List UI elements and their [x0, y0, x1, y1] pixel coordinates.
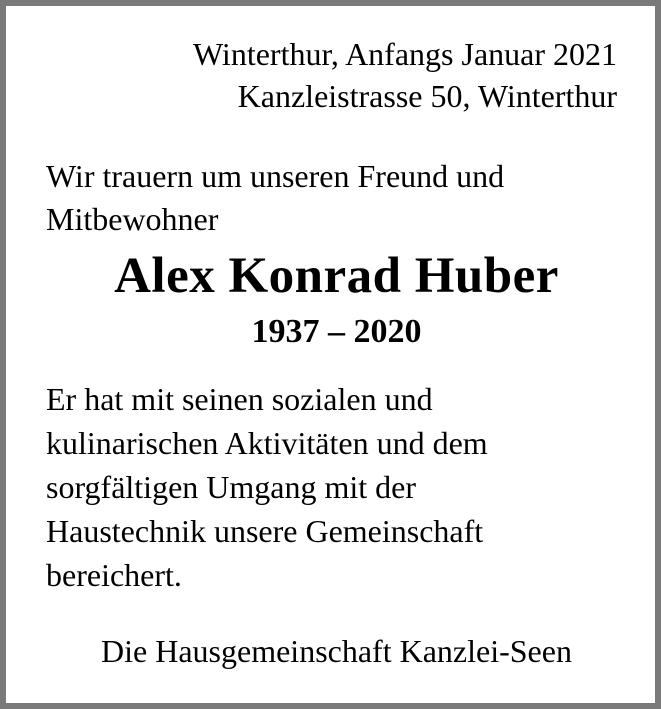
intro-line-1: Wir trauern um unseren Freund und — [46, 158, 505, 194]
signature: Die Hausgemeinschaft Kanzlei-Seen — [101, 633, 572, 669]
tribute-line-5: bereichert. — [46, 557, 182, 593]
deceased-name: Alex Konrad Huber — [114, 248, 559, 304]
intro-line-2: Mitbewohner — [46, 201, 219, 237]
address: Kanzleistrasse 50, Winterthur — [237, 78, 617, 114]
tribute-line-4: Haustechnik unsere Gemeinschaft — [46, 513, 484, 549]
tribute-line-2: kulinarischen Aktivitäten und dem — [46, 425, 488, 461]
tribute-line-3: sorgfältigen Umgang mit der — [46, 469, 416, 505]
life-years: 1937 – 2020 — [251, 313, 422, 350]
place-date: Winterthur, Anfangs Januar 2021 — [193, 36, 617, 72]
tribute-line-1: Er hat mit seinen sozialen und — [46, 381, 433, 417]
